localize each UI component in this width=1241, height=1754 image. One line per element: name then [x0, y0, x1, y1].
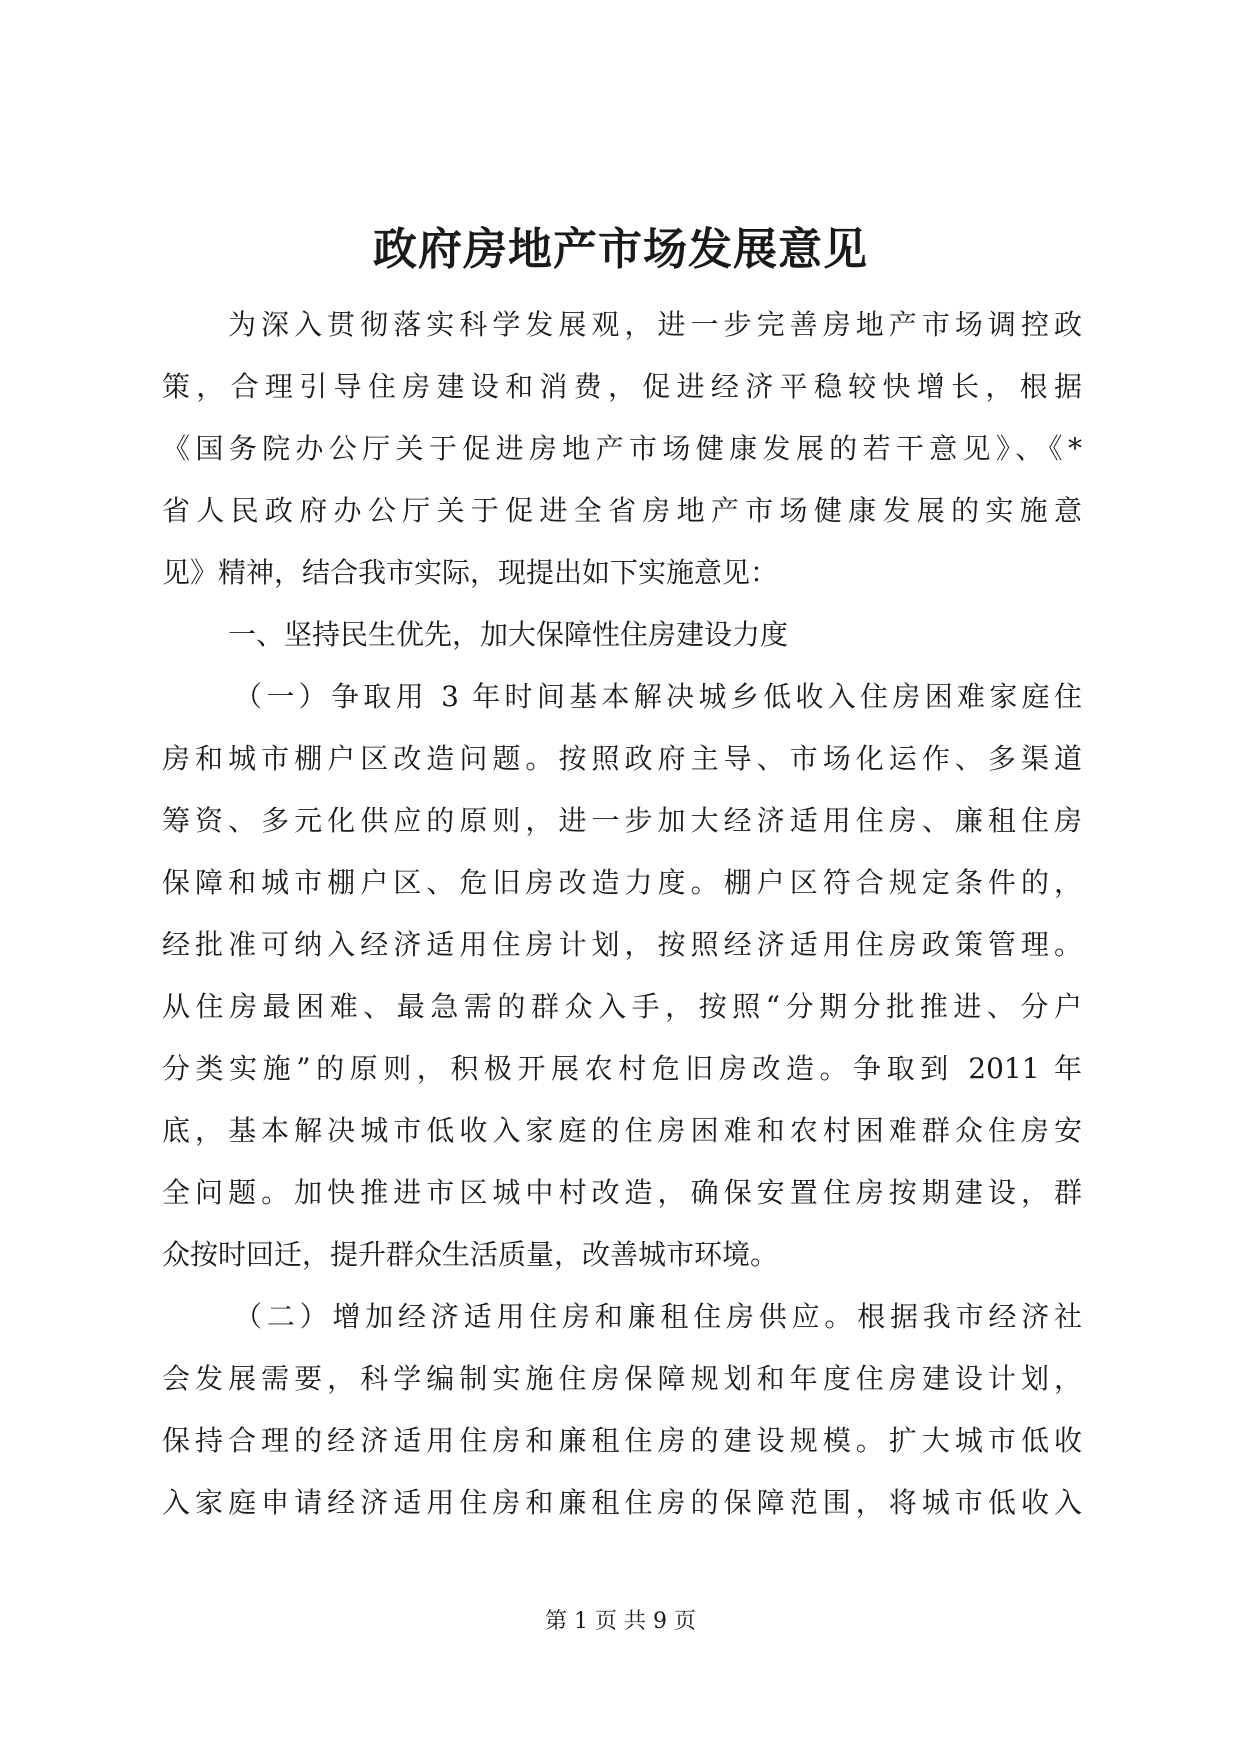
section-heading: 一、坚持民生优先，加大保障性住房建设力度: [228, 618, 789, 651]
paragraph-line: 为深入贯彻落实科学发展观，进一步完善房地产市场调控政: [228, 308, 1082, 341]
paragraph-line: 全问题。加快推进市区城中村改造，确保安置住房按期建设，群: [162, 1176, 1082, 1209]
page-number-footer: 第 1 页 共 9 页: [545, 1609, 696, 1634]
paragraph-line: 保持合理的经济适用住房和廉租住房的建设规模。扩大城市低收: [162, 1424, 1082, 1457]
paragraph-line: （二）增加经济适用住房和廉租住房供应。根据我市经济社: [234, 1300, 1082, 1333]
paragraph-line: （一）争取用 3 年时间基本解决城乡低收入住房困难家庭住: [234, 680, 1082, 713]
paragraph-line: 见》精神，结合我市实际，现提出如下实施意见：: [162, 556, 779, 589]
document-title: 政府房地产市场发展意见: [373, 224, 868, 275]
paragraph-line: 从住房最困难、最急需的群众入手，按照“分期分批推进、分户: [162, 990, 1082, 1023]
paragraph-line: 会发展需要，科学编制实施住房保障规划和年度住房建设计划，: [162, 1362, 1082, 1395]
paragraph-line: 入家庭申请经济适用住房和廉租住房的保障范围，将城市低收入: [162, 1486, 1082, 1519]
paragraph-line: 《国务院办公厅关于促进房地产市场健康发展的若干意见》、《*: [162, 432, 1082, 465]
paragraph-line: 分类实施”的原则，积极开展农村危旧房改造。争取到 2011 年: [162, 1052, 1082, 1085]
paragraph-line: 经批准可纳入经济适用住房计划，按照经济适用住房政策管理。: [162, 928, 1082, 961]
paragraph-line: 筹资、多元化供应的原则，进一步加大经济适用住房、廉租住房: [162, 804, 1082, 837]
paragraph-line: 众按时回迁，提升群众生活质量，改善城市环境。: [162, 1238, 779, 1271]
paragraph-line: 省人民政府办公厅关于促进全省房地产市场健康发展的实施意: [162, 494, 1082, 527]
document-body: [162, 294, 1082, 1534]
paragraph-line: 房和城市棚户区改造问题。按照政府主导、市场化运作、多渠道: [162, 742, 1082, 775]
paragraph-line: 底，基本解决城市低收入家庭的住房困难和农村困难群众住房安: [162, 1114, 1082, 1147]
paragraph-line: 保障和城市棚户区、危旧房改造力度。棚户区符合规定条件的，: [162, 866, 1082, 899]
paragraph-line: 策，合理引导住房建设和消费，促进经济平稳较快增长，根据: [162, 370, 1082, 403]
